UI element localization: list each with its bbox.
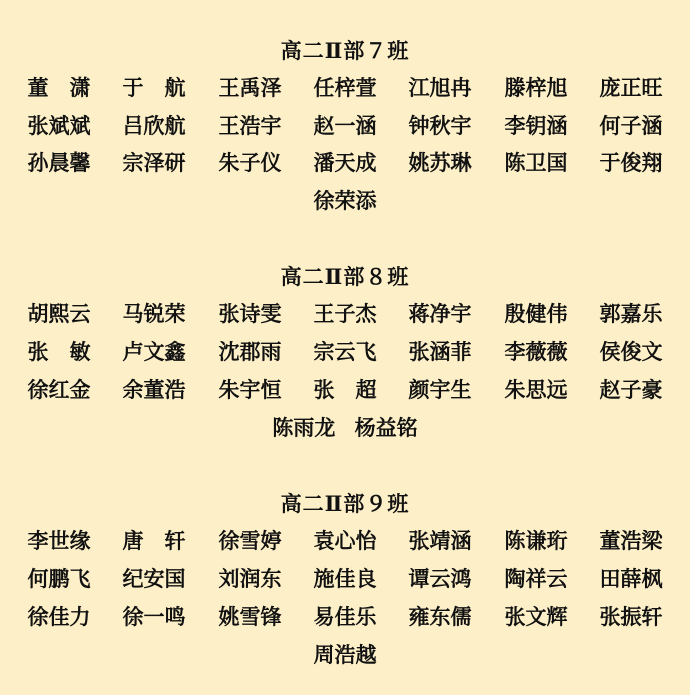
name-row-tail [0, 414, 690, 442]
student-name: 袁心怡 [313, 528, 377, 553]
student-name: 谭云鸿 [408, 566, 472, 591]
class-title: 高二Ⅱ部８班 [280, 264, 410, 289]
student-name: 田薛枫 [599, 566, 663, 591]
student-name: 卢文鑫 [122, 339, 186, 364]
student-name: 殷健伟 [504, 301, 568, 326]
student-name: 于 航 [122, 75, 186, 100]
student-name: 陈谦珩 [504, 528, 568, 553]
student-name: 张涵菲 [408, 339, 472, 364]
student-name: 何子涵 [599, 113, 663, 138]
student-name: 何鹏飞 [27, 566, 91, 591]
student-name: 庞正旺 [599, 75, 663, 100]
student-name: 刘润东 [218, 566, 282, 591]
student-name: 朱子仪 [218, 150, 282, 175]
student-name: 唐 轩 [122, 528, 186, 553]
student-name: 张 敏 [27, 339, 91, 364]
student-name: 张靖涵 [408, 528, 472, 553]
name-row [0, 300, 690, 330]
student-name: 孙晨馨 [27, 150, 91, 175]
class-title: 高二Ⅱ部９班 [280, 491, 410, 516]
student-name: 朱宇恒 [218, 377, 282, 402]
student-name: 张文辉 [504, 604, 568, 629]
student-name: 张诗雯 [218, 301, 282, 326]
student-name: 李钥涵 [504, 113, 568, 138]
student-name: 纪安国 [122, 566, 186, 591]
name-row [0, 527, 690, 557]
student-name: 张振轩 [599, 604, 663, 629]
student-name: 马锐荣 [122, 301, 186, 326]
student-name: 陶祥云 [504, 566, 568, 591]
student-name: 胡熙云 [27, 301, 91, 326]
name-row [0, 565, 690, 595]
student-name: 陈雨龙 [272, 415, 336, 440]
name-row [0, 338, 690, 368]
student-name: 赵子豪 [599, 377, 663, 402]
name-row [0, 376, 690, 406]
student-name: 周浩越 [313, 642, 377, 667]
student-name: 徐雪婷 [218, 528, 282, 553]
name-row [0, 112, 690, 142]
student-name: 雍东儒 [408, 604, 472, 629]
student-name: 董浩梁 [599, 528, 663, 553]
class-title: 高二Ⅱ部７班 [280, 38, 410, 63]
student-name: 张斌斌 [27, 113, 91, 138]
student-name: 沈郡雨 [218, 339, 282, 364]
student-name: 徐红金 [27, 377, 91, 402]
student-name: 张 超 [313, 377, 377, 402]
student-name: 蒋净宇 [408, 301, 472, 326]
student-name: 董 潇 [27, 75, 91, 100]
student-name: 侯俊文 [599, 339, 663, 364]
student-name: 朱思远 [504, 377, 568, 402]
student-name: 余董浩 [122, 377, 186, 402]
name-row [0, 74, 690, 104]
student-name: 李薇薇 [504, 339, 568, 364]
student-name: 徐一鸣 [122, 604, 186, 629]
student-name: 李世缘 [27, 528, 91, 553]
student-name: 徐佳力 [27, 604, 91, 629]
student-name: 施佳良 [313, 566, 377, 591]
student-name: 于俊翔 [599, 150, 663, 175]
name-row-tail [0, 187, 690, 215]
student-name: 江旭冉 [408, 75, 472, 100]
student-name: 王子杰 [313, 301, 377, 326]
student-name: 徐荣添 [313, 188, 377, 213]
name-row-tail [0, 641, 690, 669]
student-name: 杨益铭 [354, 415, 418, 440]
student-name: 姚苏琳 [408, 150, 472, 175]
student-name: 郭嘉乐 [599, 301, 663, 326]
student-name: 钟秋宇 [408, 113, 472, 138]
student-name: 易佳乐 [313, 604, 377, 629]
student-name: 宗泽研 [122, 150, 186, 175]
name-row [0, 603, 690, 633]
student-name: 赵一涵 [313, 113, 377, 138]
name-row [0, 149, 690, 179]
student-name: 潘天成 [313, 150, 377, 175]
student-name: 吕欣航 [122, 113, 186, 138]
student-name: 宗云飞 [313, 339, 377, 364]
student-name: 任梓萱 [313, 75, 377, 100]
student-name: 王禹泽 [218, 75, 282, 100]
student-name: 滕梓旭 [504, 75, 568, 100]
student-name: 陈卫国 [504, 150, 568, 175]
student-name: 王浩宇 [218, 113, 282, 138]
student-name: 颜宇生 [408, 377, 472, 402]
student-name: 姚雪锋 [218, 604, 282, 629]
